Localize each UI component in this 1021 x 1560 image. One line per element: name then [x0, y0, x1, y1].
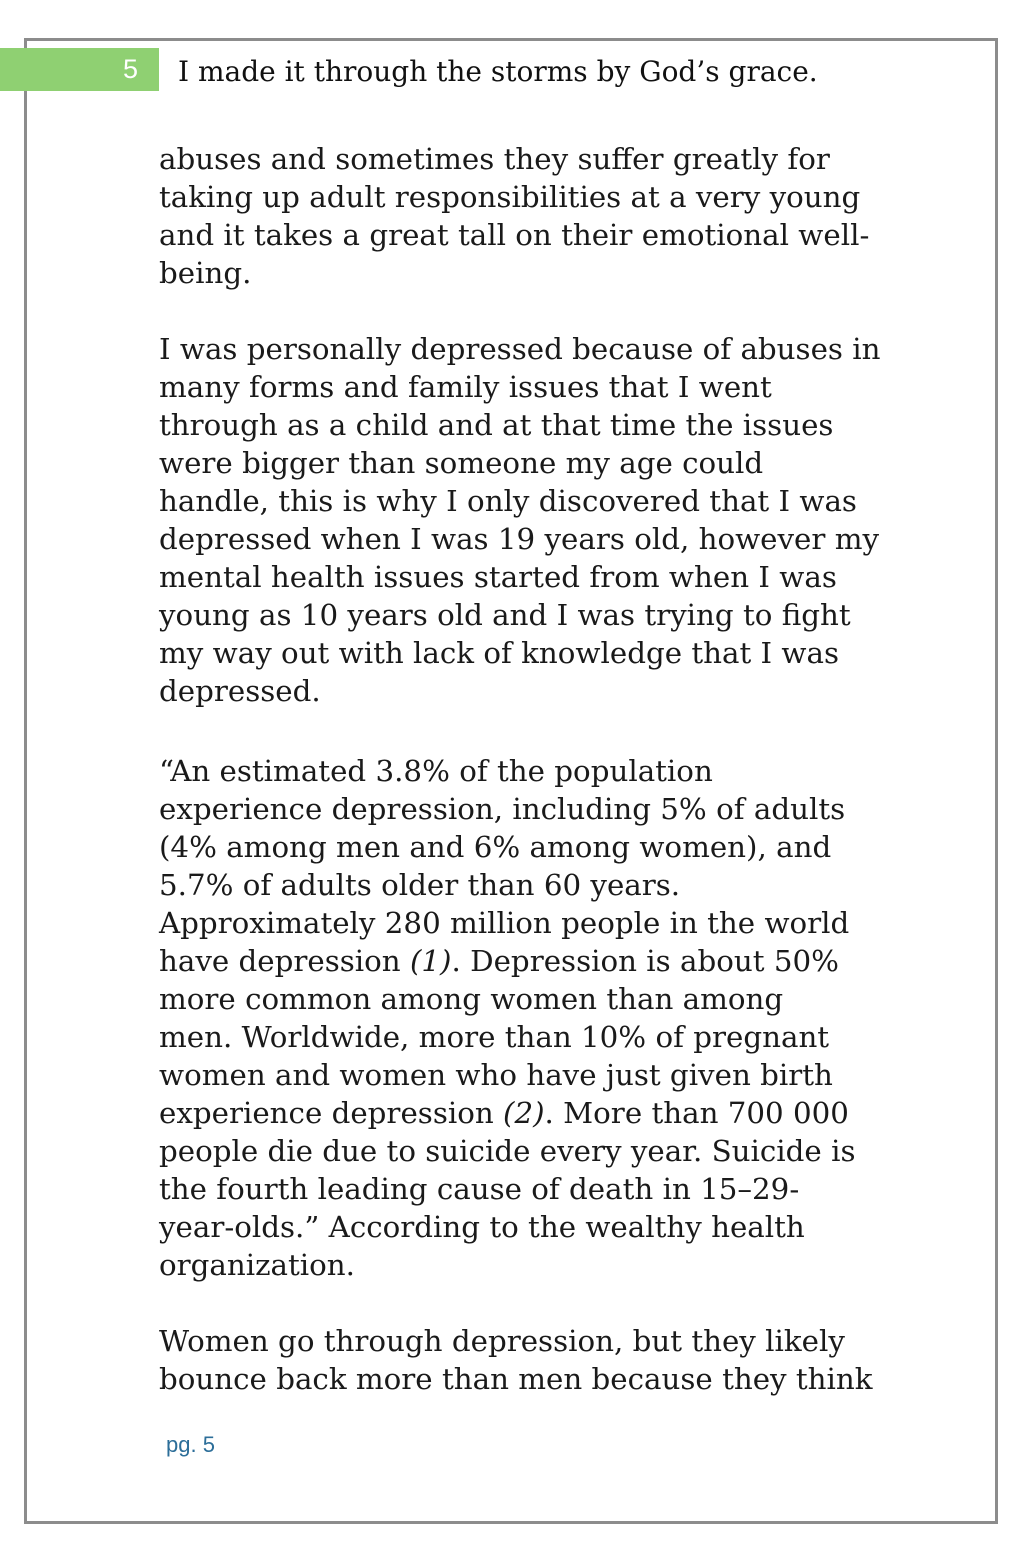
- text-segment: . Depression is about 50%: [451, 944, 839, 978]
- text-line: my way out with lack of knowledge that I was: [159, 636, 840, 670]
- text-line: many forms and family issues that I went: [159, 370, 772, 404]
- text-line: (4% among men and 6% among women), and: [159, 830, 832, 864]
- text-line: “An estimated 3.8% of the population: [159, 754, 713, 788]
- text-line: bounce back more than men because they think: [159, 1362, 873, 1396]
- text-line: organization.: [159, 1248, 355, 1282]
- paragraph: [159, 330, 879, 710]
- text-segment: experience depression: [159, 1096, 504, 1130]
- chapter-number: 5: [122, 54, 138, 84]
- text-line: mental health issues started from when I was: [159, 560, 837, 594]
- text-line: I was personally depressed because of abuses in: [159, 332, 881, 366]
- text-line: women and women who have just given birth: [159, 1058, 833, 1092]
- text-line: depressed.: [159, 674, 321, 708]
- quotation-paragraph: [159, 752, 879, 1284]
- text-line-with-citation: [159, 942, 879, 980]
- text-segment: have depression: [159, 944, 410, 978]
- text-line: taking up adult responsibilities at a very young: [159, 180, 861, 214]
- text-line: experience depression, including 5% of adults: [159, 792, 846, 826]
- text-line: more common among women than among: [159, 982, 784, 1016]
- paragraph: [159, 1322, 879, 1398]
- text-line: depressed when I was 19 years old, however my: [159, 522, 880, 556]
- paragraph-gap: [159, 1284, 879, 1322]
- chapter-title: I made it through the storms by God’s grace.: [178, 55, 818, 88]
- text-line: handle, this is why I only discovered that I was: [159, 484, 857, 518]
- text-line-with-citation: [159, 1094, 879, 1132]
- body-text: [159, 140, 879, 1398]
- paragraph: [159, 140, 879, 292]
- page-number-footer: pg. 5: [166, 1432, 215, 1457]
- text-line: abuses and sometimes they suffer greatly for: [159, 142, 830, 176]
- text-line: year-olds.” According to the wealthy health: [159, 1210, 805, 1244]
- paragraph-gap: [159, 710, 879, 752]
- text-line: through as a child and at that time the issues: [159, 408, 834, 442]
- text-line: 5.7% of adults older than 60 years.: [159, 868, 681, 902]
- text-segment: . More than 700 000: [544, 1096, 849, 1130]
- text-line: and it takes a great tall on their emotional well-: [159, 218, 870, 252]
- text-line: young as 10 years old and I was trying to fight: [159, 598, 851, 632]
- citation-marker: (1): [409, 944, 452, 978]
- citation-marker: (2): [503, 1096, 545, 1130]
- text-line: the fourth leading cause of death in 15–29-: [159, 1172, 800, 1206]
- text-line: being.: [159, 256, 252, 290]
- text-line: were bigger than someone my age could: [159, 446, 764, 480]
- text-line: Women go through depression, but they likely: [159, 1324, 845, 1358]
- text-line: men. Worldwide, more than 10% of pregnant: [159, 1020, 830, 1054]
- paragraph-gap: [159, 292, 879, 330]
- text-line: Approximately 280 million people in the world: [159, 906, 850, 940]
- text-line: people die due to suicide every year. Suicide is: [159, 1134, 856, 1168]
